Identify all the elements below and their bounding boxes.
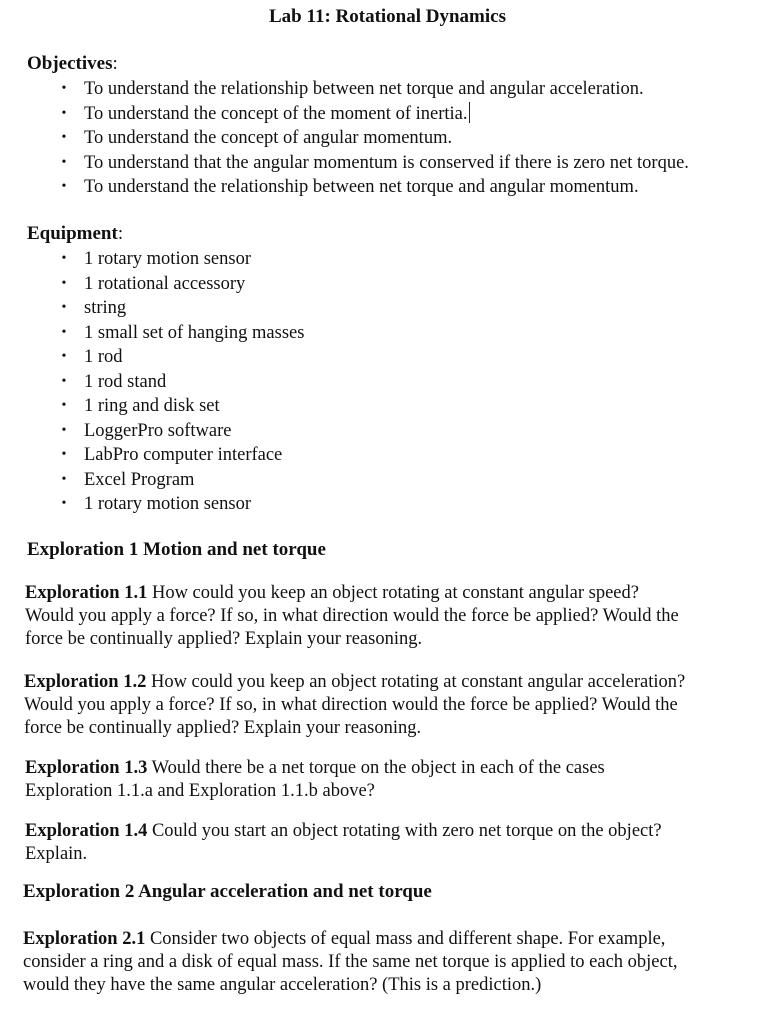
bullet-icon: • [61, 422, 67, 438]
exploration-label: Exploration 1.1 [25, 583, 148, 603]
bullet-icon: • [61, 81, 67, 96]
exploration-label: Exploration 1.2 [24, 672, 147, 692]
exploration-1-1: Exploration 1.1 How could you keep an object rotating at constant angular speed? Would you apply a force? If so, in what direction would the force be applied? Would the force be continually applied? Explain your reasoning. [25, 583, 679, 649]
objectives-heading: Objectives: [27, 53, 118, 74]
exploration-2-heading: Exploration 2 Angular acceleration and net torque [23, 881, 432, 902]
exploration-label: Exploration 1.3 [25, 758, 148, 778]
exploration-2-1: Exploration 2.1 Consider two objects of equal mass and different shape. For example, consider a ring and a disk of equal mass. If the same net torque is applied to each object, would they have the same angular acceleration? (This is a prediction.) [23, 929, 678, 995]
bullet-icon: • [61, 154, 67, 170]
bullet-icon: • [61, 179, 67, 194]
exploration-1-2: Exploration 1.2 How could you keep an object rotating at constant angular acceleration? Would you apply a force? If so, in what direction would the force be applied? Would the force be continually applied? Explain your reasoning. [24, 672, 686, 738]
bullet-icon: • [61, 324, 67, 340]
exploration-1-3: Exploration 1.3 Would there be a net torque on the object in each of the cases Exploration 1.1.a and Exploration 1.1.b above? [25, 758, 605, 801]
bullet-icon: • [61, 471, 67, 487]
bullet-icon: • [61, 373, 67, 389]
exploration-1-4: Exploration 1.4 Could you start an object rotating with zero net torque on the object? Explain. [25, 821, 662, 864]
text-cursor [469, 102, 471, 123]
equipment-heading: Equipment: [27, 223, 124, 244]
bullet-icon: • [61, 447, 67, 462]
exploration-label: Exploration 1.4 [25, 821, 148, 841]
page-title: Lab 11: Rotational Dynamics [269, 6, 506, 27]
bullet-icon: • [61, 398, 67, 413]
bullet-icon: • [61, 496, 67, 511]
bullet-icon: • [61, 275, 67, 291]
bullet-icon: • [61, 349, 67, 364]
exploration-1-heading: Exploration 1 Motion and net torque [27, 539, 326, 560]
bullet-icon: • [61, 130, 67, 145]
bullet-icon: • [61, 105, 67, 121]
bullet-icon: • [61, 300, 67, 315]
bullet-icon: • [61, 251, 67, 266]
exploration-label: Exploration 2.1 [23, 929, 146, 949]
